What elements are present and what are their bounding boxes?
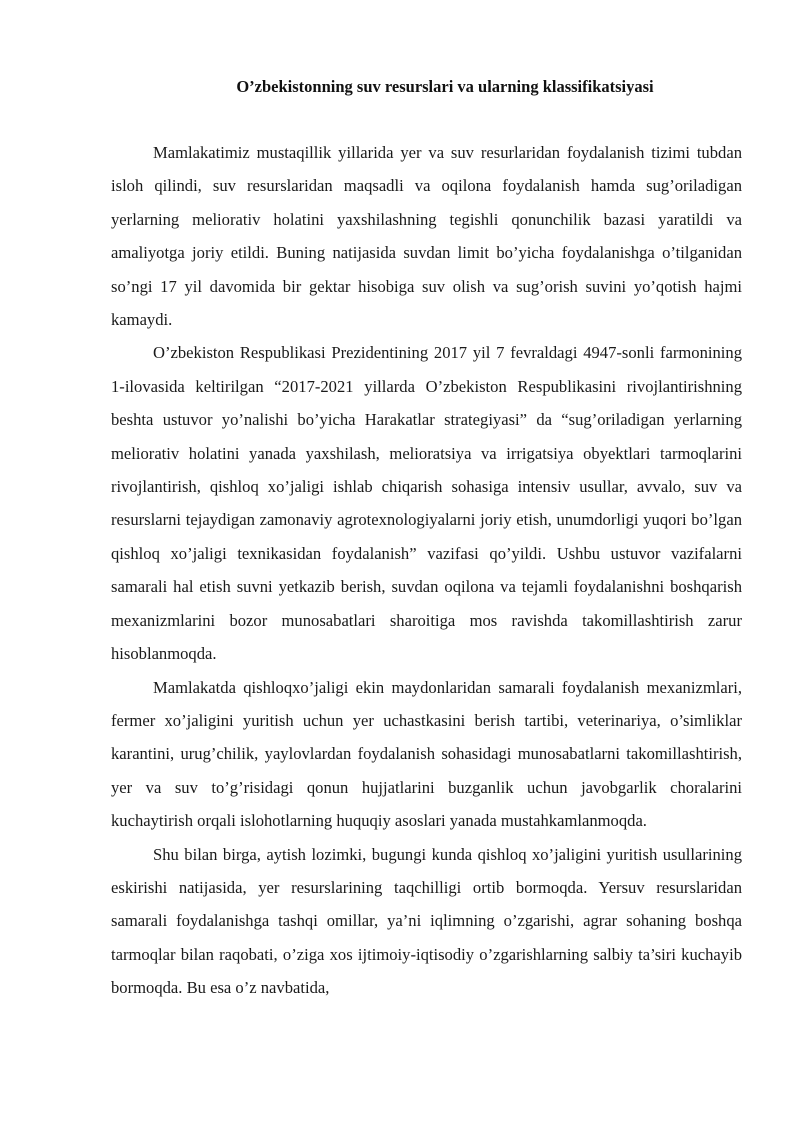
document-title: O’zbekistonning suv resurslari va ularning klassifikatsiyasi xyxy=(236,77,654,96)
document-body xyxy=(111,136,742,1005)
paragraph-4: Shu bilan birga, aytish lozimki, bugungi kunda qishloq xo’jaligini yuritish usullarining eskirishi natijasida, yer resurslarining taqchilligi ortib bormoqda. Yersuv resurslaridan samarali foydalanishga tashqi omillar, ya’ni iqlimning o’zgarishi, agrar sohaning boshqa tarmoqlar bilan raqobati, o’ziga xos ijtimoiy-iqtisodiy o’zgarishlarning salbiy ta’siri kuchayib bormoqda. Bu esa o’z navbatida, xyxy=(111,844,742,998)
paragraph-3: Mamlakatda qishloqxo’jaligi ekin maydonlaridan samarali foydalanish mexanizmlari, fermer xo’jaligini yuritish uchun yer uchastkasini berish tartibi, veterinariya, o’simliklar karantini, urug’chilik, yaylovlardan foydalanish sohasidagi munosabatlarni takomillashtirish, yer va suv to’g’risidagi qonun hujjatlarini buzganlik uchun javobgarlik choralarini kuchaytirish orqali islohotlarning huquqiy asoslari yanada mustahkamlanmoqda. xyxy=(111,677,742,831)
paragraph-2: O’zbekiston Respublikasi Prezidentining 2017 yil 7 fevraldagi 4947-sonli farmonining 1-ilovasida keltirilgan “2017-2021 yillarda O’zbekiston Respublikasini rivojlantirishning beshta ustuvor yo’nalishi bo’yicha Harakatlar strategiyasi” da “sug’oriladigan yerlarning meliorativ holatini yanada yaxshilash, melioratsiya va irrigatsiya obyektlari tarmoqlarini rivojlantirish, qishloq xo’jaligi ishlab chiqarish sohasiga intensiv usullar, avvalo, suv va resurslarni tejaydigan zamonaviy agrotexnologiyalarni joriy etish, unumdorligi yuqori bo’lgan qishloq xo’jaligi texnikasidan foydalanish” vazifasi qo’yildi. Ushbu ustuvor vazifalarni samarali hal etish suvni yetkazib berish, suvdan oqilona va tejamli foydalanishni boshqarish mexanizmlarini bozor munosabatlari sharoitiga mos ravishda takomillashtirish zarur hisoblanmoqda. xyxy=(111,343,742,664)
paragraph-1: Mamlakatimiz mustaqillik yillarida yer va suv resurlaridan foydalanish tizimi tubdan isloh qilindi, suv resurslaridan maqsadli va oqilona foydalanish hamda sug’oriladigan yerlarning meliorativ holatini yaxshilashning tegishli qonunchilik bazasi yaratildi va amaliyotga joriy etildi. Buning natijasida suvdan limit bo’yicha foydalanishga o’tilganidan so’ngi 17 yil davomida bir gektar hisobiga suv olish va sug’orish suvini yo’qotish hajmi kamaydi. xyxy=(111,143,742,330)
